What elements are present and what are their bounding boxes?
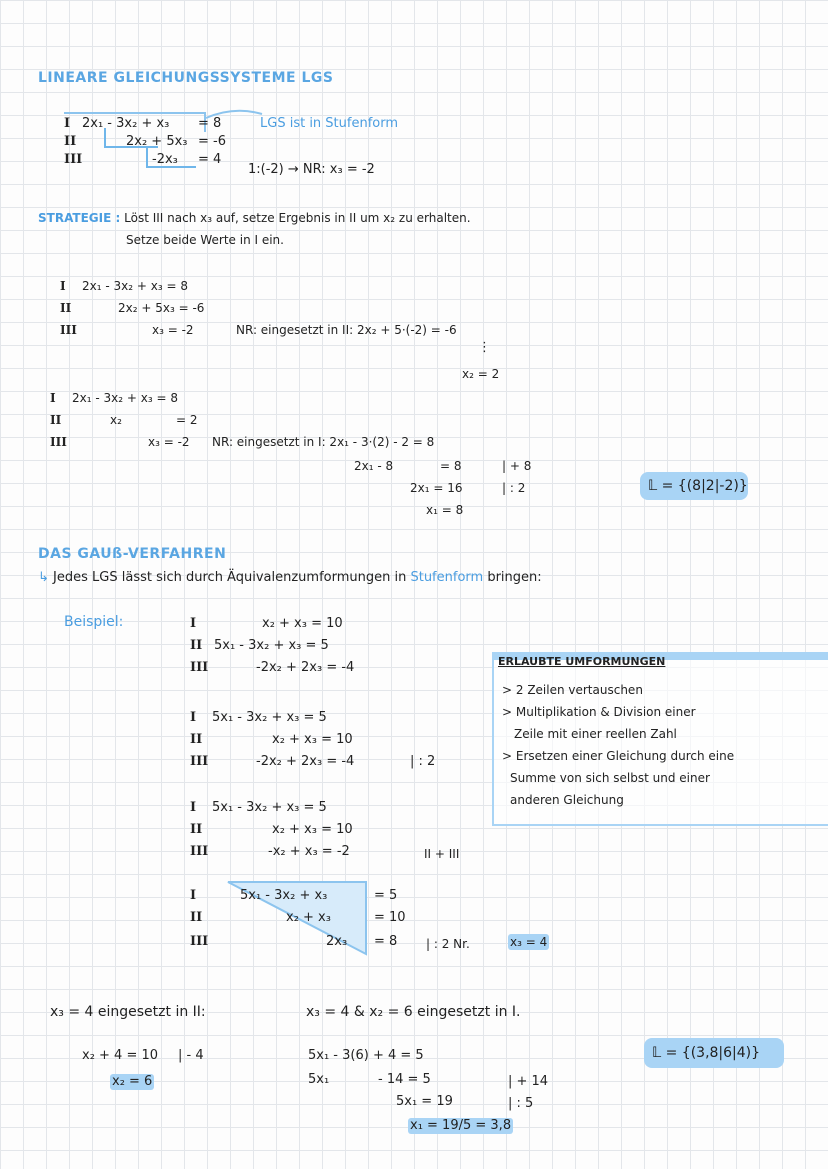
- equation-2: x₂ + x₃: [286, 910, 331, 925]
- equation-3: x₃ = -2: [148, 435, 190, 449]
- row-label-2: II: [64, 134, 77, 149]
- row-label-3: III: [190, 934, 209, 949]
- row-label-2: II: [190, 732, 203, 747]
- equation-1: 2x₁ - 3x₂ + x₃: [82, 116, 170, 131]
- row-label-2: II: [190, 910, 203, 925]
- nr-step-3-line-3: 2x₁ = 16: [410, 481, 463, 495]
- equation-3: -2x₂ + 2x₃ = -4: [256, 660, 355, 675]
- intro-text-c: bringen:: [487, 570, 542, 585]
- row-label-2: II: [190, 638, 203, 653]
- equation-1: 2x₁ - 3x₂ + x₃ = 8: [82, 279, 188, 293]
- row-label-3: III: [190, 844, 209, 859]
- row-label-2: II: [50, 413, 62, 427]
- rule-2-line-2: Zeile mit einer reellen Zahl: [514, 727, 677, 741]
- nr-result-x2: x₂ = 2: [462, 367, 500, 381]
- equation-1: 5x₁ - 3x₂ + x₃ = 5: [212, 800, 327, 815]
- operation-3: | : 2: [410, 754, 436, 769]
- nr-step-3-line-2-op: | + 8: [502, 459, 532, 473]
- nr-step-3-line-4: x₁ = 8: [426, 503, 464, 517]
- nr-step-3-line-2: 2x₁ - 8: [354, 459, 394, 473]
- equation-2: x₂ + x₃ = 10: [272, 732, 353, 747]
- equation-2: 2x₂ + 5x₃ = -6: [118, 301, 205, 315]
- equation-3-value: = 4: [198, 152, 222, 167]
- strategy-label: STRATEGIE :: [38, 211, 121, 225]
- row-label-1: I: [190, 888, 197, 903]
- nr-step-1: 1:(-2) → NR: x₃ = -2: [248, 162, 375, 177]
- equation-2-value: = 10: [374, 910, 406, 925]
- row-label-3: III: [190, 754, 209, 769]
- substitution-right-line-3-op: | : 5: [508, 1096, 534, 1111]
- stufenform-note: LGS ist in Stufenform: [260, 116, 399, 131]
- equation-3: -2x₃: [152, 152, 178, 167]
- row-label-1: I: [50, 391, 56, 405]
- example-label: Beispiel:: [64, 614, 124, 630]
- nr-step-2: NR: eingesetzt in II: 2x₂ + 5·(-2) = -6: [236, 323, 457, 337]
- result-x3: x₃ = 4: [510, 935, 548, 949]
- row-label-2: II: [190, 822, 203, 837]
- intro-text-b: Stufenform: [410, 570, 484, 585]
- row-label-1: I: [60, 279, 66, 293]
- row-label-3: III: [60, 323, 77, 337]
- equation-1-value: = 5: [374, 888, 398, 903]
- equation-2: x₂: [110, 413, 122, 427]
- substitution-right-line-2-op: | + 14: [508, 1074, 549, 1089]
- equation-1: x₂ + x₃ = 10: [262, 616, 343, 631]
- rule-3-line-2: Summe von sich selbst und einer: [510, 771, 710, 785]
- nr-step-3: NR: eingesetzt in I: 2x₁ - 3·(2) - 2 = 8: [212, 435, 435, 449]
- equation-3: -x₂ + x₃ = -2: [268, 844, 350, 859]
- row-label-3: III: [190, 660, 209, 675]
- section-title-lgs: LINEARE GLEICHUNGSSYSTEME LGS: [38, 70, 334, 86]
- equation-1: 5x₁ - 3x₂ + x₃: [240, 888, 328, 903]
- equation-1: 2x₁ - 3x₂ + x₃ = 8: [72, 391, 178, 405]
- section-title-gauss: DAS GAUß-VERFAHREN: [38, 546, 227, 562]
- rules-title: ERLAUBTE UMFORMUNGEN: [498, 655, 666, 668]
- operation-3: | : 2 Nr.: [426, 937, 470, 951]
- solution-set: 𝕃 = {(3,8|6|4)}: [652, 1045, 761, 1061]
- operation-3: II + III: [424, 847, 460, 861]
- substitution-right-line-1: 5x₁ - 3(6) + 4 = 5: [308, 1048, 424, 1063]
- row-label-1: I: [190, 616, 197, 631]
- substitution-left-line-1-op: | - 4: [178, 1048, 204, 1063]
- equation-2: 2x₂ + 5x₃: [126, 134, 188, 149]
- solution-set: 𝕃 = {(8|2|-2)}: [648, 478, 748, 494]
- equation-3: 2x₃: [326, 934, 348, 949]
- nr-step-3-line-3-op: | : 2: [502, 481, 526, 495]
- row-label-1: I: [190, 800, 197, 815]
- substitution-heading-right: x₃ = 4 & x₂ = 6 eingesetzt in I.: [306, 1004, 521, 1020]
- substitution-right-line-2a: 5x₁: [308, 1072, 330, 1087]
- row-label-1: I: [190, 710, 197, 725]
- intro-text-a: Jedes LGS lässt sich durch Äquivalenzumformungen in: [53, 570, 407, 585]
- substitution-left-line-1: x₂ + 4 = 10: [82, 1048, 159, 1063]
- row-label-3: III: [50, 435, 67, 449]
- equation-2: x₂ + x₃ = 10: [272, 822, 353, 837]
- substitution-heading-left: x₃ = 4 eingesetzt in II:: [50, 1004, 206, 1020]
- result-x1: x₁ = 19/5 = 3,8: [410, 1118, 512, 1133]
- rule-1: > 2 Zeilen vertauschen: [502, 683, 643, 697]
- result-x2: x₂ = 6: [112, 1074, 153, 1089]
- rule-3-line-3: anderen Gleichung: [510, 793, 624, 807]
- strategy-line-2: Setze beide Werte in I ein.: [126, 233, 284, 247]
- strategy-line-1: Löst III nach x₃ auf, setze Ergebnis in II um x₂ zu erhalten.: [124, 211, 471, 225]
- substitution-right-line-3: 5x₁ = 19: [396, 1094, 453, 1109]
- equation-3: x₃ = -2: [152, 323, 194, 337]
- rule-3-line-1: > Ersetzen einer Gleichung durch eine: [502, 749, 735, 763]
- nr-dots: ⋮: [478, 340, 491, 355]
- row-label-3: III: [64, 152, 83, 167]
- equation-1-value: = 8: [198, 116, 222, 131]
- equation-2-value: = 2: [176, 413, 198, 427]
- substitution-right-line-2b: - 14 = 5: [378, 1072, 431, 1087]
- equation-2: 5x₁ - 3x₂ + x₃ = 5: [214, 638, 329, 653]
- intro-arrow-icon: ↳: [38, 570, 49, 585]
- connector-curve: [204, 104, 264, 124]
- rule-2-line-1: > Multiplikation & Division einer: [502, 705, 696, 719]
- equation-2-value: = -6: [198, 134, 226, 149]
- row-label-2: II: [60, 301, 72, 315]
- equation-3: -2x₂ + 2x₃ = -4: [256, 754, 355, 769]
- equation-3-value: = 8: [374, 934, 398, 949]
- equation-1: 5x₁ - 3x₂ + x₃ = 5: [212, 710, 327, 725]
- nr-step-3-line-2-value: = 8: [440, 459, 462, 473]
- row-label-1: I: [64, 116, 71, 131]
